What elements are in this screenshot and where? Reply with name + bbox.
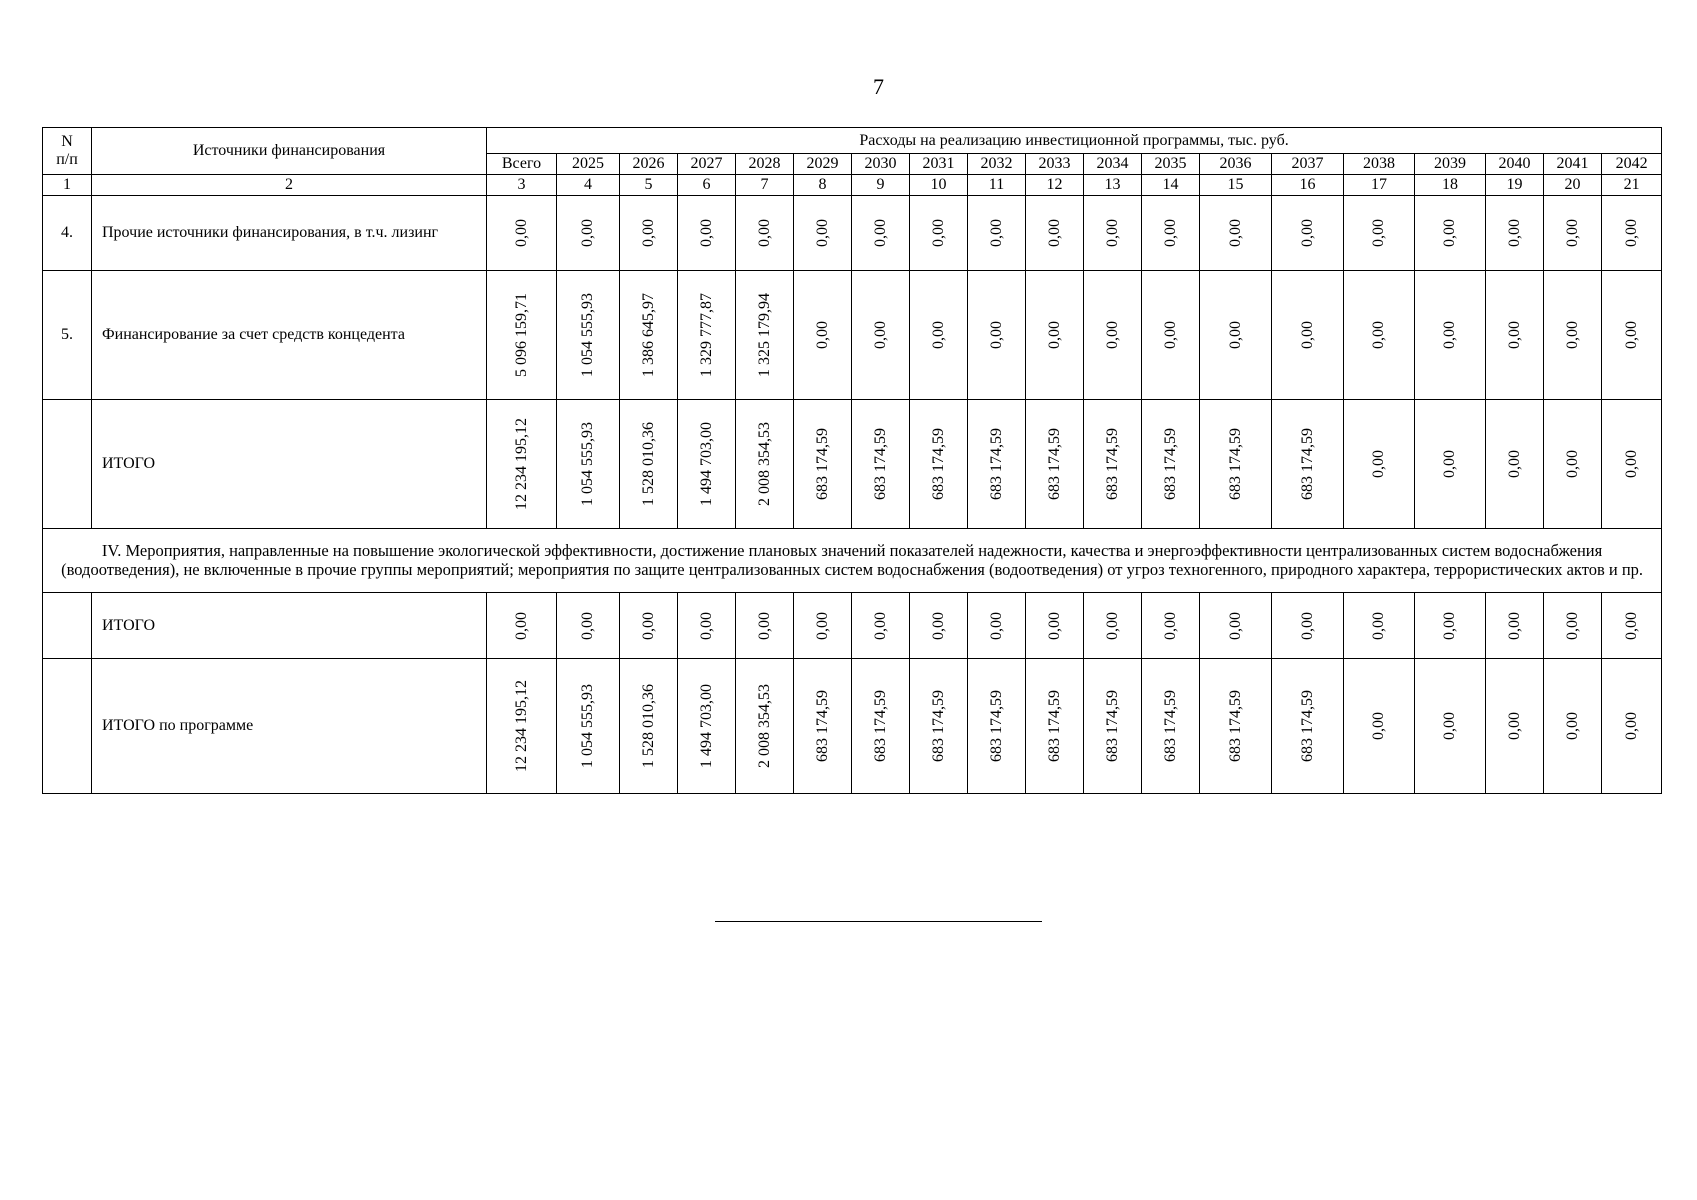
value-text: 1 329 777,87	[697, 293, 715, 377]
value-text: 0,00	[1298, 611, 1316, 640]
value-cell	[736, 659, 794, 794]
column-number: 1	[43, 175, 92, 196]
value-text: 0,00	[1045, 321, 1063, 349]
value-cell	[678, 659, 736, 794]
value-text: 0,00	[1505, 611, 1523, 640]
value-cell	[910, 271, 968, 400]
column-number: 17	[1344, 175, 1415, 196]
value-cell	[794, 196, 852, 271]
value-text: 0,00	[1505, 321, 1523, 349]
value-text: 0,00	[929, 219, 947, 247]
value-text: 0,00	[512, 611, 530, 640]
header-year: 2031	[910, 154, 968, 175]
value-text: 683 174,59	[813, 428, 831, 500]
value-cell	[1486, 593, 1544, 659]
value-cell	[968, 196, 1026, 271]
value-text: 1 528 010,36	[639, 422, 657, 506]
value-text: 0,00	[639, 219, 657, 247]
value-cell	[1486, 659, 1544, 794]
value-cell	[910, 659, 968, 794]
value-cell	[487, 400, 557, 529]
value-text: 0,00	[1370, 712, 1388, 740]
value-text: 0,00	[987, 611, 1005, 640]
value-text: 0,00	[1622, 712, 1640, 740]
value-text: 1 054 555,93	[579, 422, 597, 506]
value-cell	[620, 271, 678, 400]
table-row	[43, 659, 1662, 794]
value-cell	[852, 659, 910, 794]
value-text: 0,00	[1103, 321, 1121, 349]
column-number: 6	[678, 175, 736, 196]
value-text: 0,00	[1622, 219, 1640, 247]
value-text: 683 174,59	[1226, 428, 1244, 500]
value-text: 0,00	[1161, 219, 1179, 247]
value-text: 0,00	[1563, 219, 1581, 247]
table-row	[43, 271, 1662, 400]
value-text: 0,00	[697, 611, 715, 640]
row-number	[43, 659, 92, 794]
value-cell	[794, 271, 852, 400]
header-num: N п/п	[43, 128, 92, 175]
value-cell	[1544, 400, 1602, 529]
value-text: 683 174,59	[1103, 690, 1121, 762]
value-cell	[1084, 659, 1142, 794]
value-cell	[678, 196, 736, 271]
table-row	[43, 196, 1662, 271]
value-cell	[1084, 593, 1142, 659]
column-number: 3	[487, 175, 557, 196]
value-cell	[1602, 196, 1662, 271]
table-row	[43, 593, 1662, 659]
value-text: 683 174,59	[1226, 690, 1244, 762]
value-text: 1 054 555,93	[579, 684, 597, 768]
header-year: 2039	[1415, 154, 1486, 175]
value-cell	[1026, 593, 1084, 659]
value-text: 0,00	[813, 321, 831, 349]
value-cell	[487, 196, 557, 271]
value-cell	[487, 659, 557, 794]
value-cell	[1344, 271, 1415, 400]
value-cell	[557, 659, 620, 794]
value-cell	[1142, 400, 1200, 529]
value-cell	[1084, 196, 1142, 271]
value-cell	[1026, 400, 1084, 529]
value-cell	[557, 271, 620, 400]
value-text: 1 386 645,97	[639, 293, 657, 377]
value-cell	[1415, 271, 1486, 400]
value-text: 0,00	[987, 219, 1005, 247]
value-cell	[736, 271, 794, 400]
value-text: 0,00	[871, 611, 889, 640]
value-text: 0,00	[1103, 219, 1121, 247]
column-number: 8	[794, 175, 852, 196]
header-year: 2041	[1544, 154, 1602, 175]
value-text: 1 494 703,00	[697, 684, 715, 768]
column-number: 14	[1142, 175, 1200, 196]
value-cell	[678, 593, 736, 659]
header-year: 2030	[852, 154, 910, 175]
value-text: 0,00	[579, 611, 597, 640]
value-cell	[852, 593, 910, 659]
value-cell	[1272, 659, 1344, 794]
value-cell	[1200, 400, 1272, 529]
value-cell	[1142, 659, 1200, 794]
row-source-name: Финансирование за счет средств концедента	[92, 271, 487, 400]
value-cell	[1272, 196, 1344, 271]
value-cell	[852, 271, 910, 400]
value-text: 1 054 555,93	[579, 293, 597, 377]
value-cell	[620, 196, 678, 271]
header-sources: Источники финансирования	[92, 128, 487, 175]
value-cell	[1200, 659, 1272, 794]
value-text: 0,00	[1226, 611, 1244, 640]
value-cell	[852, 196, 910, 271]
value-text: 0,00	[755, 219, 773, 247]
value-cell	[794, 400, 852, 529]
value-cell	[1084, 400, 1142, 529]
value-cell	[678, 271, 736, 400]
row-source-name: ИТОГО	[92, 593, 487, 659]
value-text: 2 008 354,53	[755, 684, 773, 768]
value-text: 0,00	[1370, 219, 1388, 247]
value-text: 0,00	[1370, 450, 1388, 478]
value-text: 0,00	[1161, 611, 1179, 640]
section-iv-heading: IV. Мероприятия, направленные на повышение экологической эффективности, достижение плановых значений показателей надежности, качества и энергоэффективности централизованных систем водоснабжения (водоотведения), не включенные в прочие группы мероприятий; мероприятия по защите централизованных систем водоснабжения (водоотведения) от угроз техногенного, природного характера, террористических актов и пр.	[43, 529, 1662, 593]
header-year: 2034	[1084, 154, 1142, 175]
value-text: 683 174,59	[1298, 428, 1316, 500]
value-text: 0,00	[1563, 321, 1581, 349]
value-cell	[620, 659, 678, 794]
header-year: 2040	[1486, 154, 1544, 175]
value-cell	[1272, 593, 1344, 659]
value-cell	[1486, 196, 1544, 271]
value-text: 1 494 703,00	[697, 422, 715, 506]
page-number: 7	[873, 74, 884, 99]
header-year: 2036	[1200, 154, 1272, 175]
value-cell	[736, 593, 794, 659]
value-text: 683 174,59	[1103, 428, 1121, 500]
column-number: 2	[92, 175, 487, 196]
value-cell	[1544, 659, 1602, 794]
value-text: 0,00	[1226, 321, 1244, 349]
value-cell	[794, 593, 852, 659]
value-cell	[1602, 593, 1662, 659]
value-text: 0,00	[1045, 219, 1063, 247]
value-text: 5 096 159,71	[512, 293, 530, 377]
value-cell	[736, 400, 794, 529]
column-number: 11	[968, 175, 1026, 196]
value-cell	[1415, 659, 1486, 794]
header-expenses: Расходы на реализацию инвестиционной программы, тыс. руб.	[487, 128, 1662, 154]
value-text: 0,00	[987, 321, 1005, 349]
value-cell	[968, 271, 1026, 400]
column-number: 19	[1486, 175, 1544, 196]
value-text: 0,00	[1226, 219, 1244, 247]
value-cell	[1344, 196, 1415, 271]
column-number: 4	[557, 175, 620, 196]
value-cell	[736, 196, 794, 271]
header-year: 2026	[620, 154, 678, 175]
header-year: 2027	[678, 154, 736, 175]
value-text: 0,00	[1298, 219, 1316, 247]
row-number: 5.	[43, 271, 92, 400]
value-text: 0,00	[1370, 611, 1388, 640]
header-year: 2028	[736, 154, 794, 175]
column-number: 12	[1026, 175, 1084, 196]
value-cell	[1084, 271, 1142, 400]
value-text: 0,00	[1622, 611, 1640, 640]
value-cell	[620, 400, 678, 529]
column-number: 13	[1084, 175, 1142, 196]
header-year: 2042	[1602, 154, 1662, 175]
value-text: 0,00	[871, 321, 889, 349]
value-text: 0,00	[1441, 321, 1459, 349]
value-text: 683 174,59	[871, 428, 889, 500]
value-cell	[487, 271, 557, 400]
value-cell	[1272, 400, 1344, 529]
value-text: 0,00	[929, 611, 947, 640]
financing-table	[42, 127, 1662, 794]
value-text: 1 325 179,94	[755, 293, 773, 377]
value-cell	[678, 400, 736, 529]
value-text: 0,00	[697, 219, 715, 247]
value-cell	[1142, 271, 1200, 400]
value-text: 683 174,59	[929, 690, 947, 762]
header-year: 2025	[557, 154, 620, 175]
column-number: 21	[1602, 175, 1662, 196]
value-cell	[852, 400, 910, 529]
value-text: 0,00	[813, 611, 831, 640]
value-cell	[557, 593, 620, 659]
header-year: 2033	[1026, 154, 1084, 175]
column-number: 5	[620, 175, 678, 196]
value-text: 0,00	[813, 219, 831, 247]
row-number	[43, 400, 92, 529]
value-text: 0,00	[639, 611, 657, 640]
value-text: 0,00	[929, 321, 947, 349]
column-number: 16	[1272, 175, 1344, 196]
value-text: 0,00	[1505, 450, 1523, 478]
value-text: 0,00	[512, 219, 530, 247]
value-text: 0,00	[1370, 321, 1388, 349]
value-text: 1 528 010,36	[639, 684, 657, 768]
value-cell	[1026, 271, 1084, 400]
value-text: 683 174,59	[1161, 690, 1179, 762]
value-text: 683 174,59	[1298, 690, 1316, 762]
value-cell	[1486, 400, 1544, 529]
value-text: 0,00	[1563, 712, 1581, 740]
value-cell	[1602, 271, 1662, 400]
value-cell	[910, 196, 968, 271]
row-source-name: ИТОГО по программе	[92, 659, 487, 794]
value-cell	[1544, 196, 1602, 271]
value-cell	[1142, 196, 1200, 271]
value-text: 0,00	[871, 219, 889, 247]
value-text: 683 174,59	[871, 690, 889, 762]
column-number: 9	[852, 175, 910, 196]
value-cell	[910, 593, 968, 659]
value-cell	[1415, 593, 1486, 659]
value-cell	[1026, 196, 1084, 271]
value-cell	[1272, 271, 1344, 400]
value-text: 0,00	[1441, 219, 1459, 247]
value-text: 12 234 195,12	[512, 680, 530, 772]
column-number: 7	[736, 175, 794, 196]
value-text: 683 174,59	[813, 690, 831, 762]
row-number	[43, 593, 92, 659]
footer-rule	[715, 921, 1042, 922]
value-text: 0,00	[755, 611, 773, 640]
value-cell	[557, 196, 620, 271]
value-text: 0,00	[1161, 321, 1179, 349]
value-cell	[487, 593, 557, 659]
column-number: 18	[1415, 175, 1486, 196]
header-total: Всего	[487, 154, 557, 175]
header-year: 2032	[968, 154, 1026, 175]
value-text: 0,00	[1045, 611, 1063, 640]
value-cell	[1544, 593, 1602, 659]
value-text: 0,00	[1103, 611, 1121, 640]
header-year: 2038	[1344, 154, 1415, 175]
value-text: 683 174,59	[987, 428, 1005, 500]
value-cell	[1415, 196, 1486, 271]
value-text: 0,00	[1505, 712, 1523, 740]
value-text: 2 008 354,53	[755, 422, 773, 506]
table-row	[43, 400, 1662, 529]
value-cell	[1544, 271, 1602, 400]
column-number: 20	[1544, 175, 1602, 196]
value-cell	[1200, 196, 1272, 271]
header-year: 2029	[794, 154, 852, 175]
value-text: 683 174,59	[1161, 428, 1179, 500]
value-cell	[968, 659, 1026, 794]
value-text: 683 174,59	[1045, 428, 1063, 500]
value-text: 0,00	[1441, 712, 1459, 740]
value-cell	[1200, 271, 1272, 400]
value-text: 0,00	[1441, 611, 1459, 640]
value-cell	[1344, 400, 1415, 529]
value-cell	[557, 400, 620, 529]
value-cell	[794, 659, 852, 794]
value-text: 0,00	[579, 219, 597, 247]
value-cell	[1026, 659, 1084, 794]
header-year: 2035	[1142, 154, 1200, 175]
value-text: 12 234 195,12	[512, 418, 530, 510]
value-cell	[620, 593, 678, 659]
value-cell	[1344, 593, 1415, 659]
header-year: 2037	[1272, 154, 1344, 175]
value-text: 0,00	[1622, 321, 1640, 349]
value-text: 683 174,59	[1045, 690, 1063, 762]
value-cell	[910, 400, 968, 529]
value-text: 0,00	[1563, 611, 1581, 640]
value-text: 683 174,59	[987, 690, 1005, 762]
value-cell	[968, 400, 1026, 529]
value-text: 0,00	[1298, 321, 1316, 349]
value-cell	[1415, 400, 1486, 529]
value-cell	[1200, 593, 1272, 659]
value-cell	[1142, 593, 1200, 659]
row-source-name: ИТОГО	[92, 400, 487, 529]
value-text: 0,00	[1441, 450, 1459, 478]
value-text: 0,00	[1622, 450, 1640, 478]
value-cell	[1602, 659, 1662, 794]
row-number: 4.	[43, 196, 92, 271]
column-number: 15	[1200, 175, 1272, 196]
column-number: 10	[910, 175, 968, 196]
row-source-name: Прочие источники финансирования, в т.ч. лизинг	[92, 196, 487, 271]
value-cell	[1344, 659, 1415, 794]
value-cell	[1602, 400, 1662, 529]
value-text: 0,00	[1563, 450, 1581, 478]
value-text: 683 174,59	[929, 428, 947, 500]
value-text: 0,00	[1505, 219, 1523, 247]
value-cell	[968, 593, 1026, 659]
value-cell	[1486, 271, 1544, 400]
